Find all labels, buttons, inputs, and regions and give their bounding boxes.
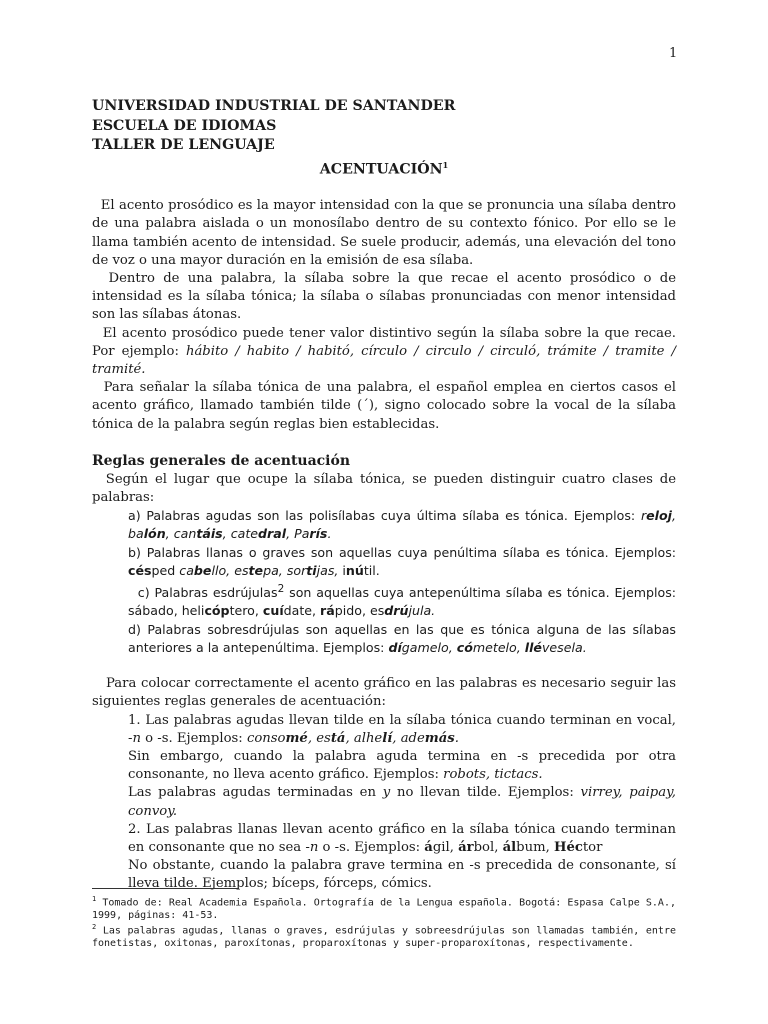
rule-2-exception: No obstante, cuando la palabra grave termina en -s precedida de consonante, sí lleva tilde. Ejemplos; bíceps, fórceps, cómics. — [128, 858, 676, 892]
intro-paragraph-4: Para señalar la sílaba tónica de una palabra, el español emplea en ciertos casos el acento gráfico, llamado también tilde (´), signo colocado sobre la vocal de la sílaba tónica de la palabra según reglas bien establecidas. — [92, 380, 676, 432]
header-workshop: TALLER DE LENGUAJE — [92, 137, 275, 153]
footnote-ref-1: 1 — [442, 159, 449, 170]
rule-a-agudas: a) Palabras agudas son las polisílabas cuya última sílaba es tónica. Ejemplos: reloj, balón, cantáis, catedral, París. — [128, 508, 676, 542]
page-number: 1 — [669, 46, 678, 61]
header-school: ESCUELA DE IDIOMAS — [92, 117, 277, 134]
footnote-divider — [92, 888, 239, 889]
section-intro: Según el lugar que ocupe la sílaba tónica, se pueden distinguir cuatro clases de palabras: — [92, 471, 676, 506]
rule-1-y-ending: Las palabras agudas terminadas en y no llevan tilde. Ejemplos: virrey, paipay, convoy. — [128, 785, 676, 819]
intro-paragraph-3: El acento prosódico puede tener valor distintivo según la sílaba sobre la que recae. Por ejemplo: hábito / habito / habitó, círculo / circulo / circuló, trámite / tramite / tramité. — [92, 325, 676, 378]
rule-d-sobresdrujulas: d) Palabras sobresdrújulas son aquellas en las que es tónica alguna de las sílabas anteriores a la antepenúltima. Ejemplos: dígamelo, cómetelo, llévesela. — [128, 621, 676, 655]
footnote-ref-2: 2 — [277, 583, 285, 596]
rule-c-esdrujulas: c) Palabras esdrújulas$^2$ son aquellas cuya antepenúltima sílaba es tónica. Ejemplos: sábado, helicóptero, cuídate, rápido, esdrújula. — [128, 583, 676, 619]
rules-intro: Para colocar correctamente el acento gráfico en las palabras es necesario seguir las siguientes reglas generales de acentuación: — [92, 676, 676, 710]
document-body — [92, 97, 676, 894]
intro-paragraph-1: El acento prosódico es la mayor intensidad con la que se pronuncia una sílaba dentro de una palabra aislada o un monosílabo dentro de su contexto fónico. Por ello se le llama también acento de intensidad. Se suele producir, además, una elevación del tono de voz o una mayor duración en la emisión de esa sílaba. — [92, 198, 676, 268]
document-title: ACENTUACIÓN$^1$ — [319, 159, 449, 178]
rule-1-exception: Sin embargo, cuando la palabra aguda termina en -s precedida por otra consonante, no lleva acento gráfico. Ejemplos: robots, tictacs. — [128, 748, 676, 783]
footnote-2: $^2$ Las palabras agudas, llanas o graves, esdrújulas y sobreesdrújulas son llamadas también, entre fonetistas, oxitonas, paroxítonas, proparoxítonas y super-proparoxítonas, respectivamente. — [92, 923, 676, 950]
rule-2-llanas: 2. Las palabras llanas llevan acento gráfico en la sílaba tónica cuando terminan en consonante que no sea -n o -s. Ejemplos: ágil, árbol, álbum, Héctor — [128, 821, 676, 855]
intro-paragraph-2: Dentro de una palabra, la sílaba sobre la que recae el acento prosódico o de intensidad es la sílaba tónica; la sílaba o sílabas pronunciadas con menor intensidad son las sílabas átonas. — [92, 271, 676, 323]
rule-1-agudas: 1. Las palabras agudas llevan tilde en la sílaba tónica cuando terminan en vocal, -n o -s. Ejemplos: consomé, está, alhelí, además. — [128, 712, 676, 746]
footnote-1: $^1$ Tomado de: Real Academia Española. Ortografía de la Lengua española. Bogotá: Espasa Calpe S.A., 1999, páginas: 41-53. — [92, 895, 676, 922]
rule-b-llanas: b) Palabras llanas o graves son aquellas cuya penúltima sílaba es tónica. Ejemplos: césped cabello, estepa, sortijas, inútil. — [128, 544, 676, 578]
section-heading: Reglas generales de acentuación — [92, 452, 351, 469]
header-university: UNIVERSIDAD INDUSTRIAL DE SANTANDER — [92, 98, 456, 114]
